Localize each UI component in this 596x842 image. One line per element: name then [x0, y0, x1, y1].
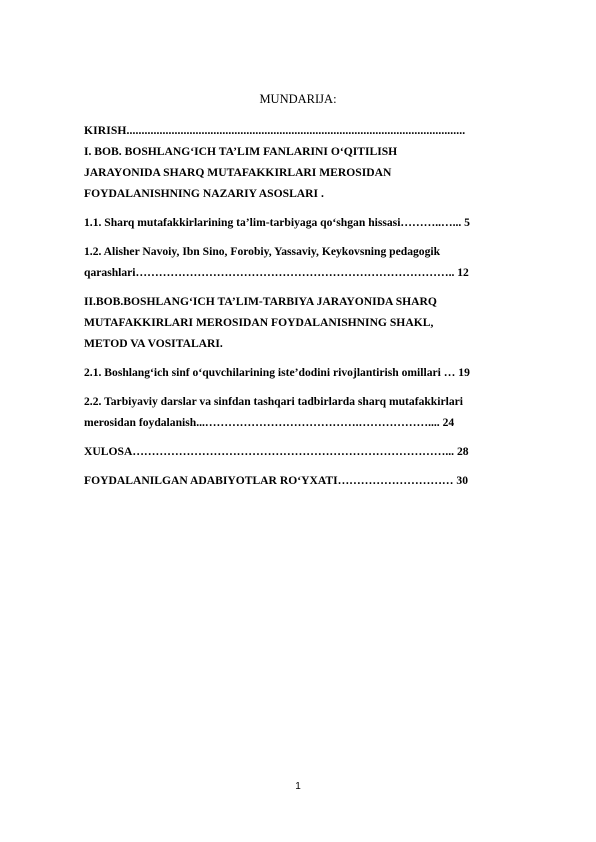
toc-entry-chapter-2[interactable]: [84, 291, 552, 354]
section-1-2-line-1: 1.2. Alisher Navoiy, Ibn Sino, Forobiy, Yassaviy, Keykovsning pedagogik: [84, 245, 441, 258]
table-of-contents: [84, 120, 552, 491]
toc-entry-bibliography[interactable]: FOYDALANILGAN ADABIYOTLAR RO‘YXATI………………………… 30: [84, 474, 469, 487]
section-2-2-line-2: merosidan foydalanish...………………………………….……………….... 24: [84, 416, 455, 429]
chapter-2-line-1: II.BOB.BOSHLANG‘ICH TA’LIM-TARBIYA JARAYONIDA SHARQ: [84, 295, 437, 308]
chapter-1-line-2: JARAYONIDA SHARQ MUTAFAKKIRLARI MEROSIDAN: [84, 166, 392, 179]
toc-entry-chapter-1[interactable]: [84, 141, 552, 204]
page-number: 1: [295, 781, 301, 792]
chapter-2-line-2: MUTAFAKKIRLARI MEROSIDAN FOYDALANISHNING SHAKL,: [84, 316, 434, 329]
toc-entry-xulosa[interactable]: XULOSA………………………………………………………………………... 28: [84, 445, 469, 458]
toc-title-text: MUNDARIJA: [259, 92, 334, 106]
toc-title: [0, 92, 596, 107]
toc-entry-kirish[interactable]: KIRISH.................................................................................................................: [84, 124, 466, 137]
toc-entry-section-2-1[interactable]: 2.1. Boshlang‘ich sinf o‘quvchilarining iste’dodini rivojlantirish omillari … 19: [84, 366, 470, 379]
chapter-2-line-3: METOD VA VOSITALARI.: [84, 337, 223, 350]
chapter-1-line-1: I. BOB. BOSHLANG‘ICH TA’LIM FANLARINI O‘QITILISH: [84, 145, 398, 158]
toc-entry-section-2-2[interactable]: [84, 391, 552, 433]
toc-entry-section-1-2[interactable]: [84, 241, 552, 283]
section-2-2-line-1: 2.2. Tarbiyaviy darslar va sinfdan tashqari tadbirlarda sharq mutafakkirlari: [84, 395, 464, 408]
section-1-2-line-2: qarashlari……………………………………………………………………….. 12: [84, 266, 469, 279]
toc-entry-section-1-1[interactable]: 1.1. Sharq mutafakkirlarining ta’lim-tarbiyaga qo‘shgan hissasi………..…... 5: [84, 216, 470, 229]
chapter-1-line-3: FOYDALANISHNING NAZARIY ASOSLARI .: [84, 187, 324, 200]
toc-title-colon: :: [333, 92, 337, 106]
